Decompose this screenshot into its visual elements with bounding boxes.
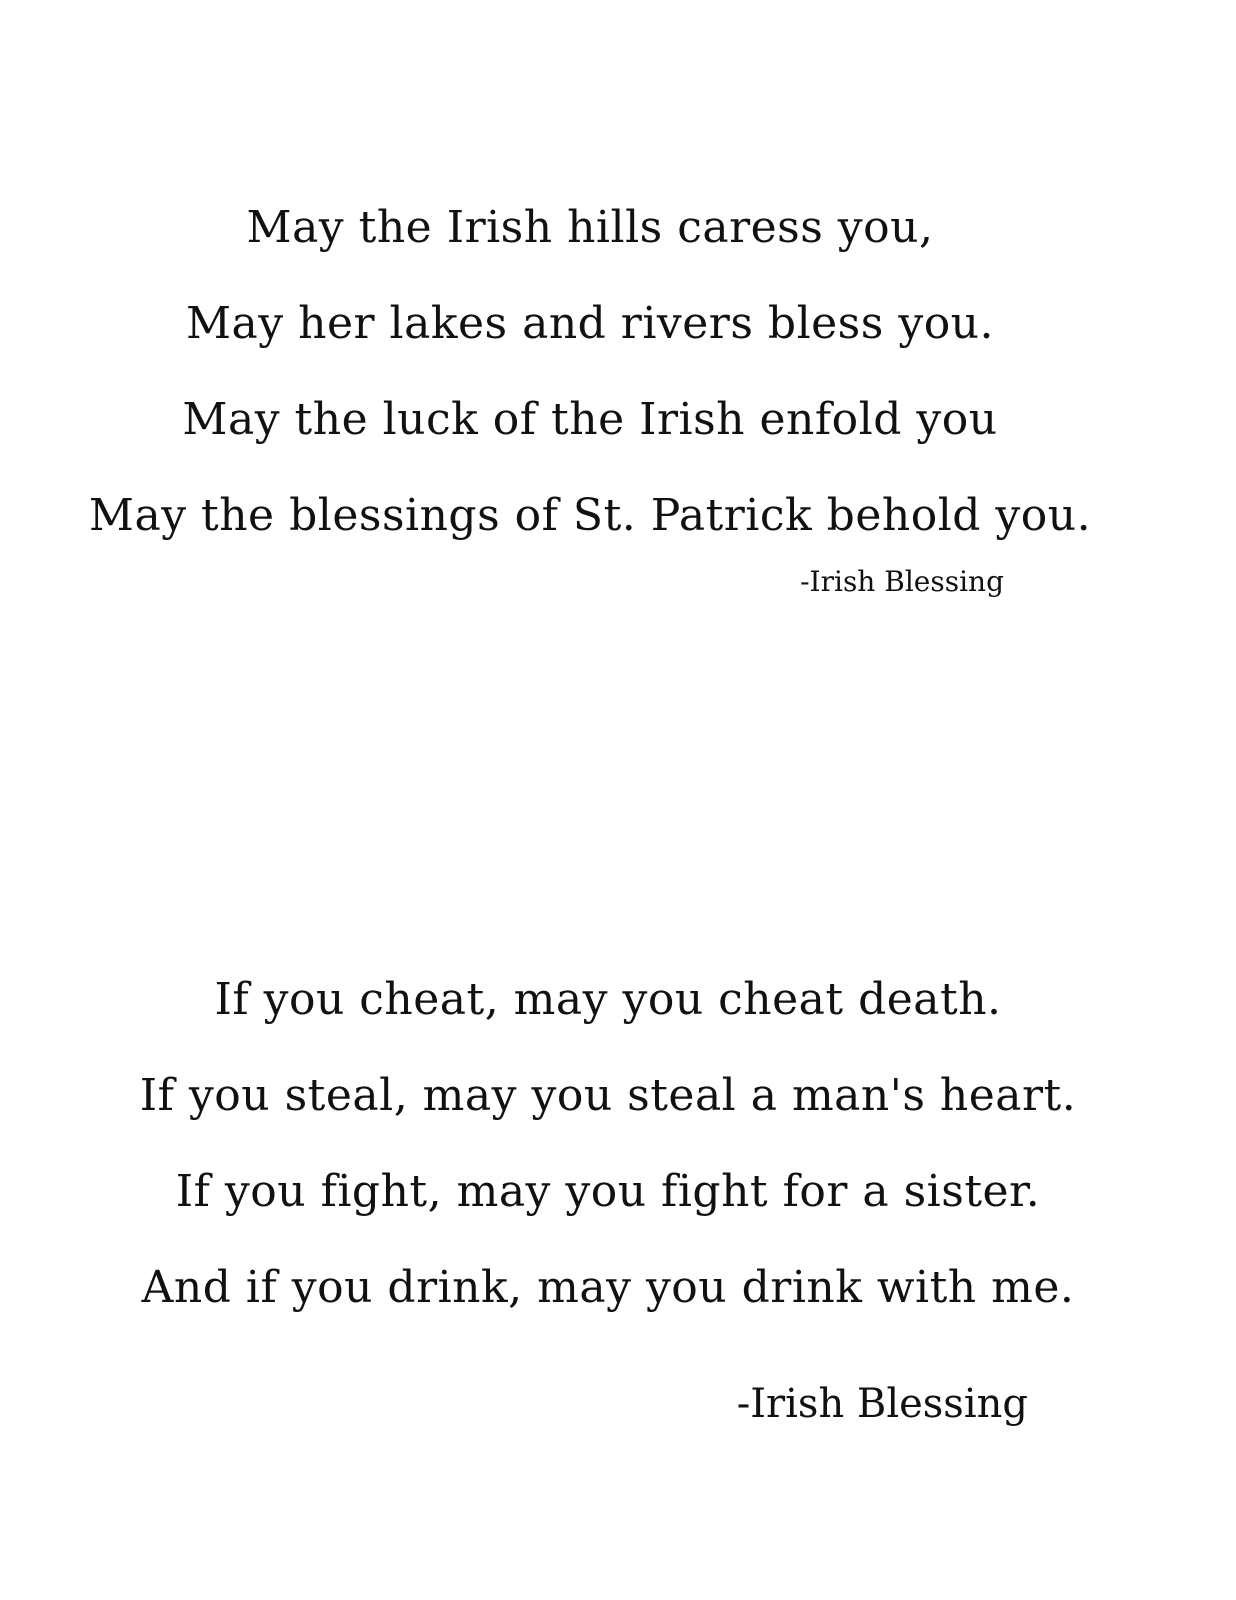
blessing-one-line-3: May the luck of the Irish enfold you (182, 394, 998, 445)
blessing-two-attribution: -Irish Blessing (736, 1381, 1028, 1427)
blessing-two-line-2: If you steal, may you steal a man's heart. (139, 1070, 1077, 1121)
blessing-one-line-1: May the Irish hills caress you, (246, 202, 934, 253)
blessing-two-line-4: And if you drink, may you drink with me. (141, 1262, 1075, 1313)
blessing-two-line-3: If you fight, may you fight for a sister. (175, 1166, 1041, 1217)
blessing-one-line-4: May the blessings of St. Patrick behold you. (88, 490, 1092, 541)
blessing-one-line-2: May her lakes and rivers bless you. (185, 298, 995, 349)
blessing-two-line-1: If you cheat, may you cheat death. (214, 974, 1002, 1025)
blessing-one-attribution: -Irish Blessing (800, 565, 1004, 598)
